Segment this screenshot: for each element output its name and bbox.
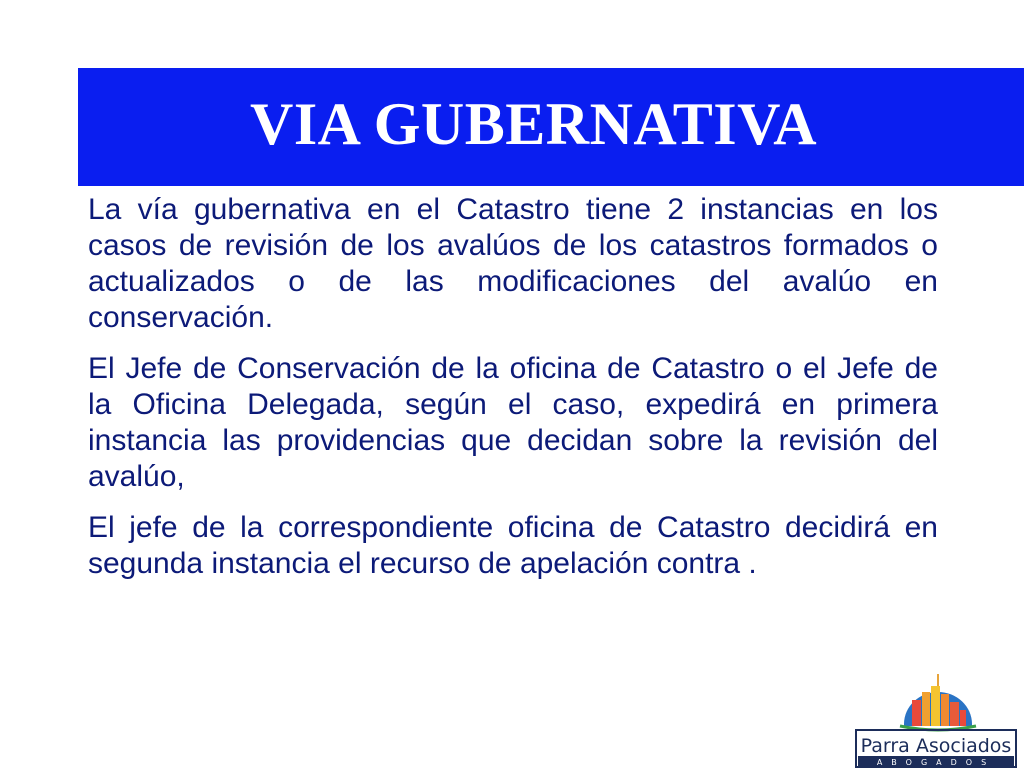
logo-subtitle: ABOGADOS [876, 758, 996, 767]
logo-emblem-icon [858, 674, 1016, 730]
company-logo [850, 672, 1020, 768]
paragraph-3: El jefe de la correspondiente oficina de Catastro decidirá en segunda instancia el recurso de apelación contra . [88, 511, 938, 580]
slide-title: VIA GUBERNATIVA [250, 91, 818, 157]
paragraph-1: La vía gubernativa en el Catastro tiene 2 instancias en los casos de revisión de los avalúos de los catastros formados o actualizados o de las modificaciones del avalúo en conservación. [88, 193, 938, 334]
paragraph-2: El Jefe de Conservación de la oficina de Catastro o el Jefe de la Oficina Delegada, según el caso, expedirá en primera instancia las providencias que decidan sobre la revisión del avalúo, [88, 352, 938, 493]
logo-name: Parra Asociados [860, 735, 1012, 757]
slide-body [88, 192, 938, 597]
title-bar [78, 68, 1024, 186]
